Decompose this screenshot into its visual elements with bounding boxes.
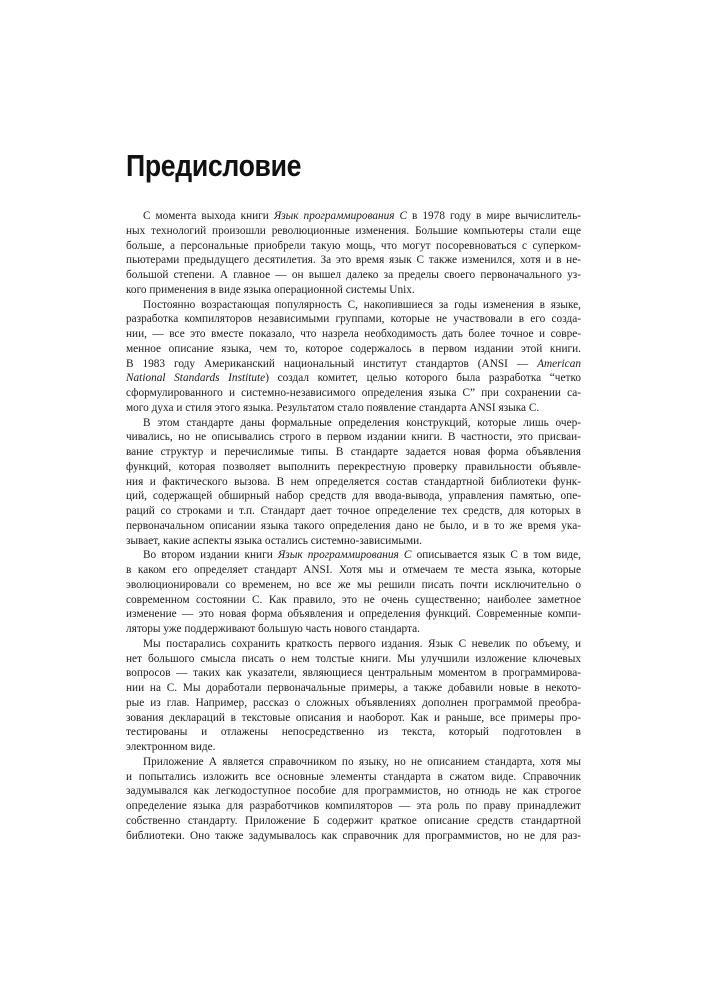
text-line xyxy=(126,430,581,445)
text-run: электронном виде. xyxy=(126,741,216,753)
text-line xyxy=(126,253,581,268)
text-line xyxy=(126,298,581,313)
preface-body xyxy=(126,209,581,843)
text-line xyxy=(126,696,581,711)
text-line xyxy=(126,357,581,372)
text-run: тестированы и отлажены непосредственно из текста, который подготовлен в xyxy=(126,726,581,739)
text-line xyxy=(126,283,581,298)
text-run: ных технологий произошли революционные изменения. Большие компьютеры стали еще xyxy=(126,224,581,237)
text-line xyxy=(126,652,581,667)
text-line xyxy=(126,401,581,416)
text-run: нии, — все это вместе показало, что назрела необходимость дать более точное и совре- xyxy=(126,328,581,340)
text-line xyxy=(126,371,581,386)
text-line xyxy=(126,268,581,283)
text-run: Приложение А является справочником по языку, но не описанием стандарта, хотя мы xyxy=(143,755,581,768)
text-run: зывает, какие аспекты языка остались системно-зависимыми. xyxy=(126,534,422,547)
text-line xyxy=(126,548,581,563)
paragraph xyxy=(126,548,581,637)
text-run: мого духа и стиля этого языка. Результатом стало появление стандарта ANSI языка С. xyxy=(126,401,540,414)
paragraph xyxy=(126,755,581,844)
text-run: ляторы уже поддерживают большую часть нового стандарта. xyxy=(126,623,420,635)
text-line xyxy=(126,740,581,755)
text-line xyxy=(126,209,581,224)
text-run: изменение — это новая форма объявления и определения функций. Современные компи- xyxy=(126,608,581,621)
text-run: пьютерами предыдущего десятилетия. За это время язык С также изменился, хотя и в не- xyxy=(126,254,581,267)
chapter-title: Предисловие xyxy=(126,148,302,183)
text-run: нии на С. Мы доработали первоначальные примеры, а также добавили новые в некото- xyxy=(126,682,581,694)
text-run: раций со строками и т.п. Стандарт дает точное определение тех средств, для которых в xyxy=(126,505,581,517)
text-line xyxy=(126,681,581,696)
text-line xyxy=(126,327,581,342)
text-run: Постоянно возрастающая популярность С, накопившиеся за годы изменения в языке, xyxy=(143,298,581,311)
text-run: библиотеки. Оно также задумывалось как справочник для программистов, но не для раз- xyxy=(126,829,581,842)
text-run: ) создал комитет, целью которого была разработка “четко xyxy=(265,372,582,385)
text-line xyxy=(126,489,581,504)
text-run: рые из глав. Например, рассказ о сложных объявлениях дополнен программой преобра- xyxy=(126,696,581,709)
text-line xyxy=(126,386,581,401)
text-line xyxy=(126,342,581,357)
text-run: больше, а персональные приобрели такую мощь, что могут посоревноваться с суперком- xyxy=(126,239,581,252)
text-run: в 1978 году в мире вычислитель- xyxy=(407,210,581,222)
text-line xyxy=(126,607,581,622)
text-line xyxy=(126,534,581,549)
text-line xyxy=(126,519,581,534)
text-run: разработка компиляторов независимыми группами, которые не участвовали в его созда- xyxy=(126,313,581,326)
text-line xyxy=(126,711,581,726)
paragraph xyxy=(126,637,581,755)
text-run: ния и фактического вызова. В нем определяется состав стандартной библиотеки функ- xyxy=(126,475,581,488)
text-line xyxy=(126,622,581,637)
text-line xyxy=(126,239,581,254)
text-run: вание структур и перечислимые типы. В стандарте задается новая форма объявления xyxy=(126,446,581,458)
text-line xyxy=(126,475,581,490)
text-run: В 1983 году Американский национальный институт стандартов (ANSI — xyxy=(126,357,538,370)
text-run: В этом стандарте даны формальные определения конструкций, которые лишь очер- xyxy=(143,416,581,429)
text-run: сформулированного и системно-независимого определения языка С” при сохранении са- xyxy=(126,387,581,399)
text-run: нет большого смысла писать о нем толстые книги. Мы улучшили изложение ключевых xyxy=(126,652,581,665)
text-line xyxy=(126,593,581,608)
text-run: Мы постарались сохранить краткость первого издания. Язык С невелик по объему, и xyxy=(143,637,581,650)
text-run: зования деклараций в текстовые описания и наоборот. Как и раньше, все примеры про- xyxy=(126,711,581,724)
text-line xyxy=(126,637,581,652)
text-run: первоначальном описании языка такого определения дано не было, и в то же время ука- xyxy=(126,519,581,532)
text-run: С момента выхода книги xyxy=(143,210,274,222)
italic-title: American xyxy=(537,357,581,370)
text-run: собственно стандарту. Приложение Б содержит краткое описание средств стандартной xyxy=(126,814,581,827)
paragraph xyxy=(126,209,581,298)
text-run: и попытались изложить все основные элементы стандарта в сжатом виде. Справочник xyxy=(126,770,581,783)
text-run: эволюционировали со временем, но все же мы решили писать почти исключительно о xyxy=(126,578,581,591)
text-run: Во втором издании книги xyxy=(143,549,278,562)
text-run: чивались, но не описывались строго в первом издании книги. В частности, это присваи- xyxy=(126,431,581,444)
text-line xyxy=(126,770,581,785)
text-line xyxy=(126,416,581,431)
text-run: кого применения в виде языка операционной системы Unix. xyxy=(126,283,415,296)
text-line xyxy=(126,666,581,681)
text-run: менное описание языка, чем то, которое содержалось в первом издании этой книги. xyxy=(126,342,581,355)
text-line xyxy=(126,829,581,844)
text-run: большой степени. А главное — он вышел далеко за пределы своего первоначального уз- xyxy=(126,269,581,281)
text-run: в каком его определяет стандарт ANSI. Хотя мы и отмечаем те места языка, которые xyxy=(126,564,581,576)
text-run: задумывался как легкодоступное пособие для программистов, но отнюдь не как строгое xyxy=(126,785,581,798)
text-run: функций, которая позволяет выполнить перекрестную проверку правильности объявле- xyxy=(126,460,581,473)
text-line xyxy=(126,814,581,829)
text-line xyxy=(126,312,581,327)
text-run: описывается язык С в том виде, xyxy=(411,549,581,562)
text-line xyxy=(126,445,581,460)
text-line xyxy=(126,799,581,814)
text-line xyxy=(126,224,581,239)
text-line xyxy=(126,460,581,475)
text-run: определение языка для разработчиков компиляторов — эта роль по праву принадлежит xyxy=(126,800,581,812)
text-line xyxy=(126,578,581,593)
text-run: современном состоянии С. Как правило, это не очень существенно; наиболее заметное xyxy=(126,593,581,606)
text-line xyxy=(126,725,581,740)
paragraph xyxy=(126,416,581,549)
italic-title: Язык программирования С xyxy=(273,210,408,222)
text-line xyxy=(126,755,581,770)
text-line xyxy=(126,504,581,519)
paragraph xyxy=(126,298,581,416)
italic-title: Язык программирования С xyxy=(277,549,412,562)
text-line xyxy=(126,784,581,799)
text-run: ций, содержащей обширный набор средств для ввода-вывода, управления памятью, опе- xyxy=(126,490,581,503)
text-run: вопросов — таких как указатели, являющиеся центральным моментом в программирова- xyxy=(126,667,581,680)
italic-title: National Standards Institute xyxy=(126,372,266,385)
text-line xyxy=(126,563,581,578)
